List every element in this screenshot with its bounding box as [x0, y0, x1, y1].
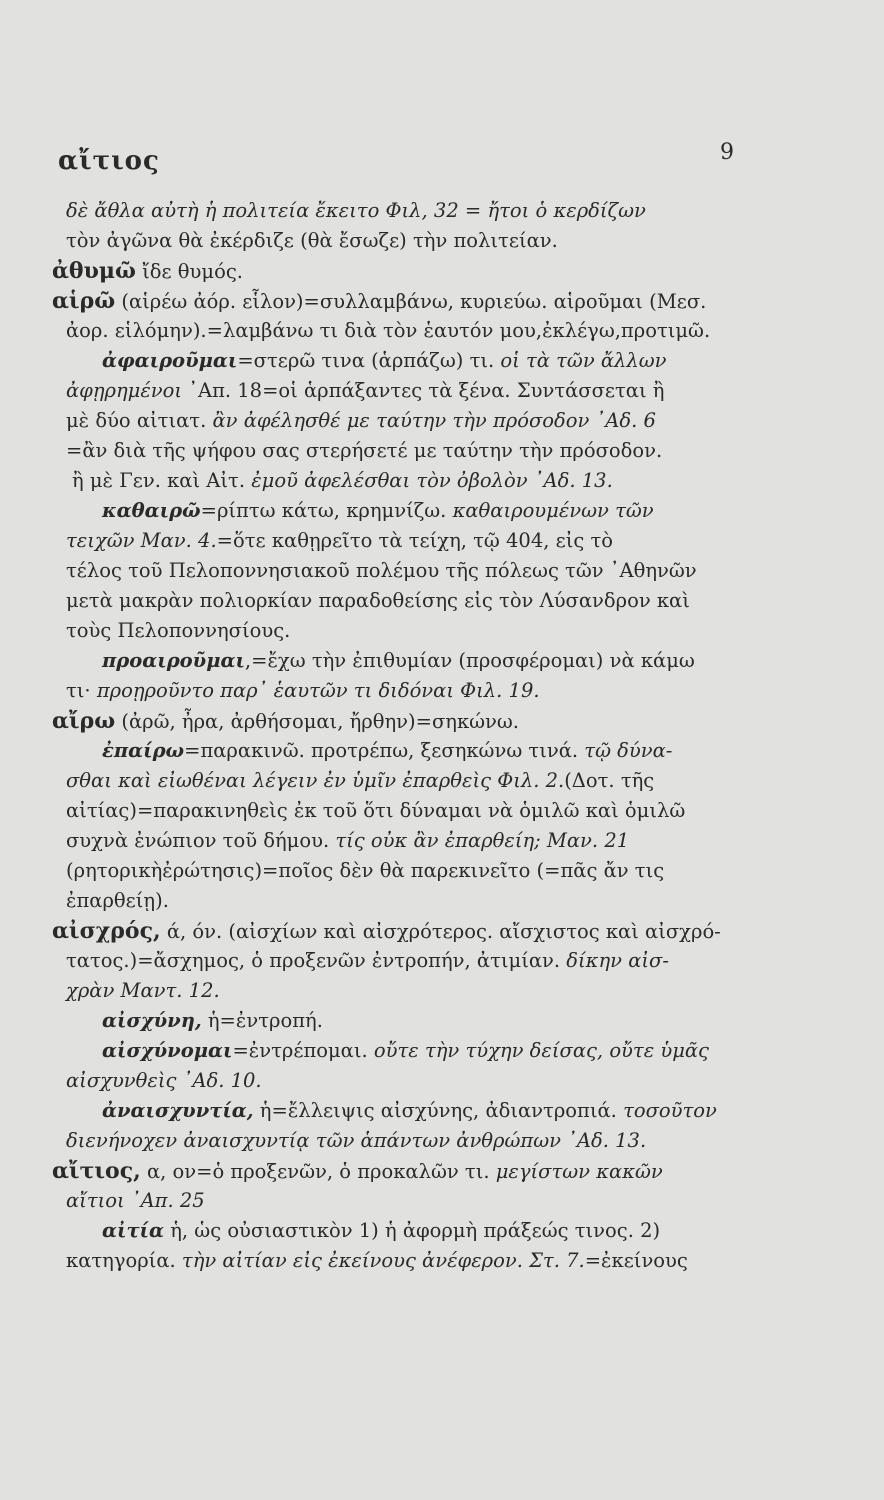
definition: τι·	[66, 679, 91, 702]
subentry-aitia	[52, 1216, 752, 1246]
subheadword: καθαιρῶ	[102, 499, 201, 522]
entry-aischros	[52, 916, 752, 946]
definition: ᾿Απ. 18=οἱ ἁρπάξαντες τὰ ξένα. Συντάσσεται ἢ	[188, 379, 665, 402]
citation-text: τὴν αἰτίαν εἰς ἐκείνους ἀνέφερον. Στ. 7.	[181, 1249, 585, 1272]
definition: ά, όν. (αἰσχίων καὶ αἰσχρότερος. αἴσχιστος καὶ αἰσχρό-	[166, 920, 721, 943]
text-line	[52, 766, 752, 796]
entry-airo	[52, 286, 752, 316]
definition: συχνὰ ἐνώπιον τοῦ δήμου.	[66, 829, 330, 852]
definition: α, ον=ὁ προξενῶν, ὁ προκαλῶν τι.	[146, 1160, 490, 1183]
definition: =ἐκείνους	[584, 1249, 688, 1272]
text-line	[52, 1126, 752, 1156]
subheadword: αἰσχύνη,	[102, 1009, 202, 1032]
definition: =παρακινῶ. προτρέπω, ξεσηκώνω τινά.	[184, 739, 579, 762]
entry-aitios	[52, 1156, 752, 1186]
citation-text: τίς οὐκ ἂν ἐπαρθείη; Μαν. 21	[335, 829, 630, 852]
definition: (ἀρῶ, ἦρα, ἀρθήσομαι, ἤρθην)=σηκώνω.	[121, 710, 520, 733]
definition: μὲ δύο αἰτιατ.	[66, 409, 207, 432]
citation-text: τειχῶν Μαν. 4.	[66, 529, 217, 552]
definition: (αἱρέω ἀόρ. εἷλον)=συλλαμβάνω, κυριεύω. αἱροῦμαι (Μεσ.	[121, 290, 707, 313]
page-number: 9	[720, 140, 734, 165]
headword: αἰσχρός,	[52, 918, 161, 944]
definition: ,=ἔχω τὴν ἐπιθυμίαν (προσφέρομαι) νὰ κάμω	[244, 649, 695, 672]
entry-airo-2	[52, 706, 752, 736]
definition: =στερῶ τινα (ἁρπάζω) τι.	[237, 349, 495, 372]
text-line	[52, 406, 752, 436]
definition: ἢ μὲ Γεν. καὶ Αἰτ.	[72, 469, 246, 492]
subheadword: προαιροῦμαι	[102, 649, 245, 672]
citation-text: ἂν ἀφέλησθέ με ταύτην τὴν πρόσοδον ᾿Αδ. 6	[212, 409, 656, 432]
text-line	[52, 466, 752, 496]
definition: ἴδε θυμός.	[142, 260, 243, 283]
subentry-kathairo	[52, 496, 752, 526]
text-line	[52, 826, 752, 856]
citation-text: τῷ δύνα-	[584, 739, 673, 762]
citation-text: δίκην αἰσ-	[566, 949, 669, 972]
running-head: αἴτιος	[58, 146, 160, 176]
definition: (Δοτ. τῆς	[564, 769, 655, 792]
dictionary-text	[52, 196, 752, 1276]
headword: αἴτιος,	[52, 1158, 141, 1184]
subentry-anaischyntia	[52, 1096, 752, 1126]
citation-text: οἱ τὰ τῶν ἄλλων	[500, 349, 667, 372]
citation-text: ἐμοῦ ἀφελέσθαι τὸν ὀβολὸν ᾿Αδ. 13.	[251, 469, 613, 492]
subheadword: ἐπαίρω	[102, 739, 185, 762]
text-line: τέλος τοῦ Πελοποννησιακοῦ πολέμου τῆς πόλεως τῶν ᾿Αθηνῶν	[66, 559, 697, 582]
subheadword: ἀναισχυντία,	[102, 1099, 254, 1122]
citation-text: διενήνοχεν ἀναισχυντίᾳ τῶν ἁπάντων ἀνθρώπων ᾿Αδ. 13.	[66, 1129, 647, 1152]
text-line: τὸν ἀγῶνα θὰ ἐκέρδιζε (θὰ ἔσωζε) τὴν πολιτείαν.	[66, 229, 558, 252]
text-line	[52, 376, 752, 406]
definition: ἡ, ὡς οὐσιαστικὸν 1) ἡ ἀφορμὴ πράξεώς τινος. 2)	[170, 1219, 661, 1242]
headword: αἴρω	[52, 708, 116, 734]
headword: αἱρῶ	[52, 288, 116, 314]
citation-text: αἴτιοι ᾿Απ. 25	[66, 1189, 205, 1212]
citation-text: καθαιρουμένων τῶν	[452, 499, 654, 522]
text-line: =ἂν διὰ τῆς ψήφου σας στερήσετέ με ταύτην τὴν πρόσοδον.	[66, 439, 663, 462]
citation-text: χρὰν Μαντ. 12.	[66, 979, 220, 1002]
text-line: μετὰ μακρὰν πολιορκίαν παραδοθείσης εἰς τὸν Λύσανδρον καὶ	[66, 589, 690, 612]
text-line: αἰτίας)=παρακινηθεὶς ἐκ τοῦ ὅτι δύναμαι νὰ ὁμιλῶ καὶ ὁμιλῶ	[66, 799, 686, 822]
subheadword: αἰσχύνομαι	[102, 1039, 233, 1062]
text-line: (ρητορικὴἐρώτησις)=ποῖος δὲν θὰ παρεκινεῖτο (=πᾶς ἄν τις	[66, 859, 665, 882]
subentry-epairo	[52, 736, 752, 766]
subentry-proairoumai	[52, 646, 752, 676]
definition: τατος.)=ἄσχημος, ὁ προξενῶν ἐντροπήν, ἀτιμίαν.	[66, 949, 561, 972]
subheadword: ἀφαιροῦμαι	[102, 349, 238, 372]
citation-text: τοσοῦτον	[623, 1099, 717, 1122]
definition: =ὅτε καθῃρεῖτο τὰ τείχη, τῷ 404, εἰς τὸ	[216, 529, 614, 552]
citation-text: μεγίστων κακῶν	[495, 1160, 663, 1183]
citation-text: δὲ ἄθλα αὐτὴ ἡ πολιτεία ἔκειτο Φιλ, 32 = ἤτοι ὁ κερδίζων	[66, 199, 646, 222]
definition: ἡ=ἐντροπή.	[207, 1009, 323, 1032]
text-line	[52, 1246, 752, 1276]
definition: ἡ=ἔλλειψις αἰσχύνης, ἀδιαντροπιά.	[259, 1099, 617, 1122]
text-line	[52, 676, 752, 706]
text-line: τοὺς Πελοποννησίους.	[66, 619, 291, 642]
text-line: ἐπαρθείῃ).	[66, 889, 169, 912]
text-line	[52, 1066, 752, 1096]
entry-athymo	[52, 256, 752, 286]
text-line	[52, 946, 752, 976]
definition: =ρίπτω κάτω, κρημνίζω.	[200, 499, 447, 522]
subentry-afairoumai	[52, 346, 752, 376]
subheadword: αἰτία	[102, 1219, 165, 1242]
citation-text: προῃροῦντο παρ᾿ ἑαυτῶν τι διδόναι Φιλ. 19.	[96, 679, 540, 702]
definition: κατηγορία.	[66, 1249, 176, 1272]
subentry-aischyne	[52, 1006, 752, 1036]
citation-text: αἰσχυνθεὶς ᾿Αδ. 10.	[66, 1069, 262, 1092]
citation-text: οὔτε τὴν τύχην δείσας, οὔτε ὑμᾶς	[373, 1039, 709, 1062]
text-line	[52, 976, 752, 1006]
citation-text: ἀφῃρημένοι	[66, 379, 183, 402]
text-line	[52, 1186, 752, 1216]
text-line	[52, 526, 752, 556]
definition: =ἐντρέπομαι.	[232, 1039, 368, 1062]
text-line: ἀορ. εἱλόμην).=λαμβάνω τι διὰ τὸν ἑαυτόν μου,ἐκλέγω,προτιμῶ.	[66, 319, 711, 342]
headword: ἀθυμῶ	[52, 258, 136, 284]
text-line	[52, 196, 752, 226]
page-header	[58, 140, 734, 180]
citation-text: σθαι καὶ εἰωθέναι λέγειν ἐν ὑμῖν ἐπαρθεὶς Φιλ. 2.	[66, 769, 565, 792]
subentry-aischynomai	[52, 1036, 752, 1066]
